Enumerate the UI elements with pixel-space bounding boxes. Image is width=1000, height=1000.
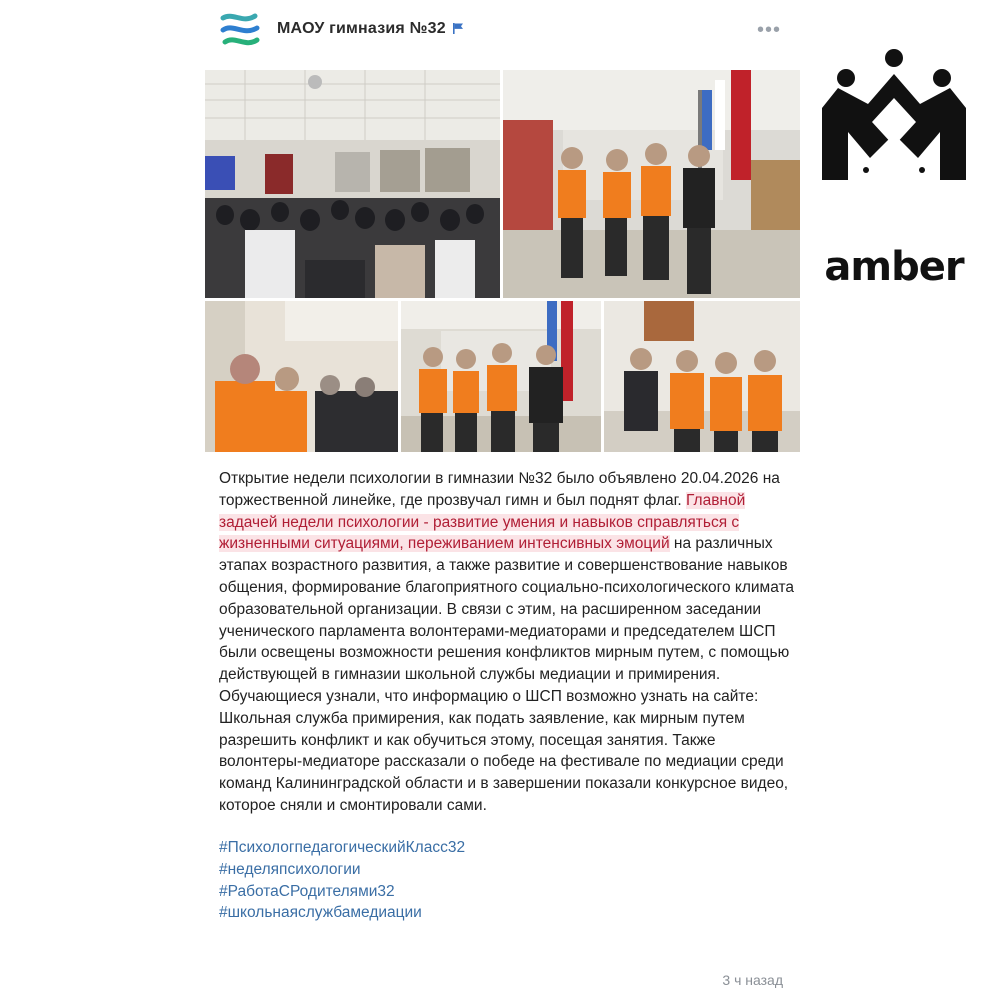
post-text-body: на различных этапах возрастного развития, а также развитие и совершенствование навыков общения, формирование благоприятного социально-психологического климата образовательной организации. В связи с этим, на расширенном заседании ученического парламента волонтерами-медиаторами и председателем ШСП были освещены возможности решения конфликтов мирным путем, с помощью действующей в гимназии школьной службы медиации и примирения. Обучающиеся узнали, что информацию о ШСП возможно узнать на сайте: Школьная служба примирения, как подать заявление, как мирным путем разрешить конфликт и как обучиться этому, посещая занятия. Также волонтеры-медиаторе рассказали о победе на фестивале по медиации среди команд Калининградской области и в завершении показали конкурсное видео, которое сняли и смонтировали сами. xyxy=(219,535,795,814)
post-text-intro: Открытие недели психологии в гимназии №32 было объявлено 20.04.2026 на торжественной линейке, где прозвучал гимн и был поднят флаг. xyxy=(219,470,780,509)
hashtag-link[interactable]: #РаботаСРодителями32 xyxy=(219,882,395,900)
group-name[interactable]: МАОУ гимназия №32 xyxy=(277,20,464,38)
post-photo-1[interactable] xyxy=(205,70,500,298)
post-photo-3[interactable] xyxy=(205,301,398,452)
crown-m-icon xyxy=(808,48,980,198)
svg-text:amber: amber xyxy=(824,244,964,290)
post-timestamp[interactable]: 3 ч назад xyxy=(722,972,783,988)
hashtag-link[interactable]: #неделяпсихологии xyxy=(219,860,361,878)
post-header xyxy=(205,0,805,64)
more-options-icon[interactable]: ••• xyxy=(756,19,781,41)
amber-watermark-logo xyxy=(808,48,980,290)
amber-wordmark-image xyxy=(808,244,980,290)
post-text-highlight: Главной задачей недели психологии - развитие умения и навыков справляться с жизненными ситуациями, переживанием интенсивных эмоций xyxy=(219,491,746,553)
post-photo-2[interactable] xyxy=(503,70,800,298)
post-text xyxy=(219,468,795,817)
vk-post xyxy=(205,0,805,1000)
hashtag-link[interactable]: #школьнаяслужбамедиации xyxy=(219,904,422,922)
hashtag-list xyxy=(219,837,465,924)
post-photo-4[interactable] xyxy=(401,301,601,452)
group-logo-icon[interactable] xyxy=(219,10,263,50)
brand-wordmark xyxy=(808,244,980,300)
hashtag-link[interactable]: #ПсихологпедагогическийКласс32 xyxy=(219,839,466,856)
flag-icon xyxy=(452,21,464,33)
post-photo-5[interactable] xyxy=(604,301,800,452)
